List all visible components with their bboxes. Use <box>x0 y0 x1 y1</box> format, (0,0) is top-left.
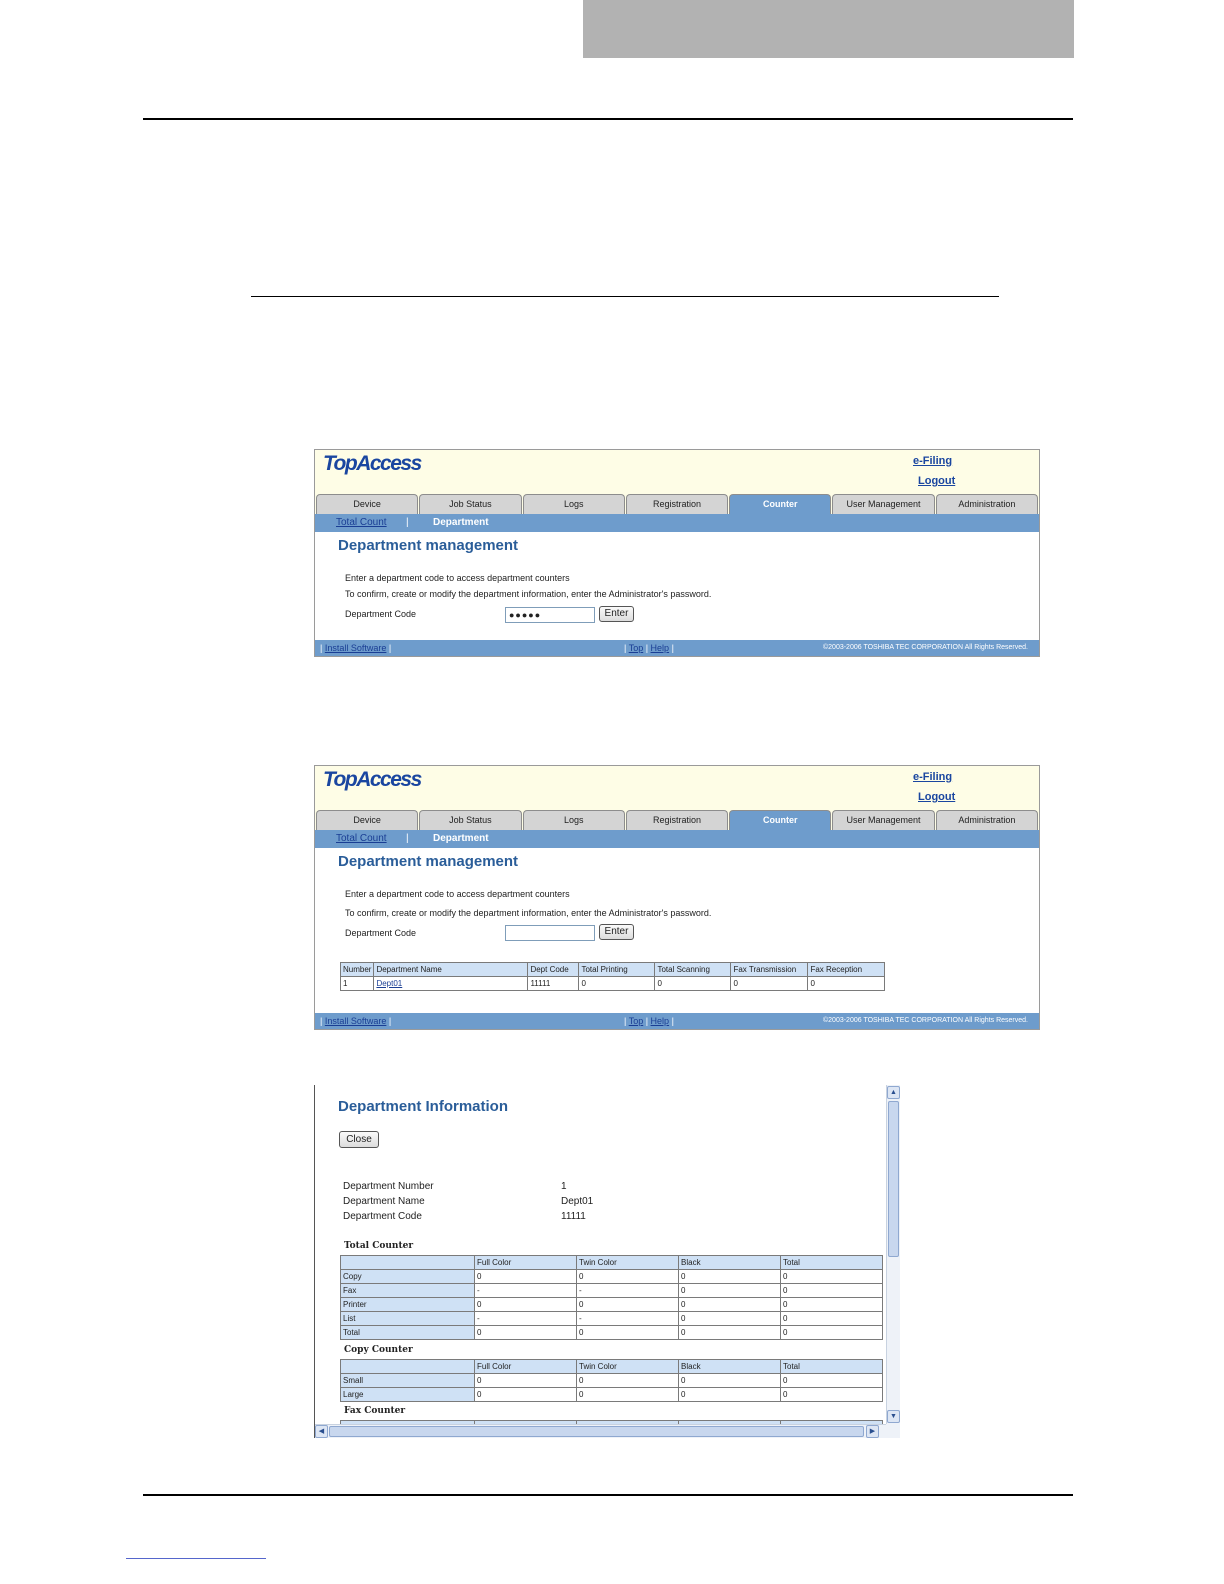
topaccess-footer <box>315 640 1039 656</box>
department-name-value: Dept01 <box>561 1196 594 1207</box>
logout-link[interactable]: Logout <box>918 791 956 803</box>
department-number-label: Department Number <box>343 1181 434 1192</box>
tab-logs[interactable]: Logs <box>523 494 625 514</box>
subnav-separator: | <box>406 517 409 528</box>
top-link[interactable]: Top <box>628 643 644 653</box>
footer-left: | Install Software | <box>320 643 392 653</box>
col-dept-code: Dept Code <box>528 963 579 977</box>
cell-full-color: 0 <box>475 1388 577 1402</box>
section-rule <box>251 296 999 297</box>
tab-logs[interactable]: Logs <box>523 810 625 830</box>
table-row <box>341 1312 883 1326</box>
cell-total: 0 <box>781 1388 883 1402</box>
cell-fax-transmission: 0 <box>731 977 808 991</box>
cell-twin-color: 0 <box>577 1270 679 1284</box>
tab-administration[interactable]: Administration <box>936 810 1038 830</box>
vertical-scroll-thumb[interactable] <box>888 1101 899 1257</box>
department-number-value: 1 <box>561 1181 567 1192</box>
department-code-label: Department Code <box>345 609 417 619</box>
footer-left: | Install Software | <box>320 1016 392 1026</box>
col-fax-reception: Fax Reception <box>808 963 885 977</box>
footer-center: | Top | Help | <box>624 643 674 653</box>
top-link[interactable]: Top <box>628 1016 644 1026</box>
department-list-table <box>340 962 885 991</box>
footer-center: | Top | Help | <box>624 1016 674 1026</box>
install-software-link[interactable]: Install Software <box>324 643 387 653</box>
cell-dept-code: 11111 <box>528 977 579 991</box>
efiling-link[interactable]: e-Filing <box>913 455 953 467</box>
cell-black: 0 <box>679 1374 781 1388</box>
enter-button[interactable]: Enter <box>599 924 634 940</box>
cell-full-color: - <box>475 1284 577 1298</box>
cell-full-color: 0 <box>475 1374 577 1388</box>
enter-button[interactable]: Enter <box>599 606 634 622</box>
copy-counter-title: Copy Counter <box>344 1345 413 1355</box>
col-number: Number <box>341 963 374 977</box>
header-full-color: Full Color <box>475 1360 577 1374</box>
topaccess-header <box>315 766 1039 810</box>
total-count-link[interactable]: Total Count <box>336 833 387 844</box>
tab-device[interactable]: Device <box>316 810 418 830</box>
department-current: Department <box>433 517 489 528</box>
cell-total: 0 <box>781 1326 883 1340</box>
tab-counter[interactable]: Counter <box>729 494 831 514</box>
header-black: Black <box>679 1360 781 1374</box>
department-information-title: Department Information <box>338 1098 509 1115</box>
department-information-window <box>314 1085 900 1438</box>
sub-navigation <box>315 514 1039 532</box>
footer-rule <box>143 1494 1073 1496</box>
cell-total: 0 <box>781 1270 883 1284</box>
cell-fax-reception: 0 <box>808 977 885 991</box>
tab-administration[interactable]: Administration <box>936 494 1038 514</box>
scrollbar-corner <box>886 1424 900 1438</box>
instruction-text-2: To confirm, create or modify the department information, enter the Administrator's password. <box>345 908 712 918</box>
header-black: Black <box>679 1256 781 1270</box>
table-row <box>341 977 885 991</box>
row-label: Small <box>341 1374 475 1388</box>
help-link[interactable]: Help <box>650 643 670 653</box>
header-twin-color: Twin Color <box>577 1256 679 1270</box>
cell-department-name <box>374 977 528 991</box>
table-row <box>341 1270 883 1284</box>
cell-total-printing: 0 <box>579 977 655 991</box>
scroll-down-icon[interactable]: ▼ <box>887 1410 900 1423</box>
header-full-color: Full Color <box>475 1256 577 1270</box>
subnav-separator: | <box>406 833 409 844</box>
total-count-link[interactable]: Total Count <box>336 517 387 528</box>
footer-link-underline <box>126 1558 266 1559</box>
scroll-up-icon[interactable]: ▲ <box>887 1086 900 1099</box>
table-row <box>341 1298 883 1312</box>
department-name-link[interactable]: Dept01 <box>376 979 403 988</box>
tab-job-status[interactable]: Job Status <box>419 810 521 830</box>
header-rule <box>143 118 1073 120</box>
col-department-name: Department Name <box>374 963 528 977</box>
table-row <box>341 1388 883 1402</box>
table-row <box>341 1284 883 1298</box>
header-twin-color: Twin Color <box>577 1360 679 1374</box>
cell-full-color: 0 <box>475 1326 577 1340</box>
tab-counter[interactable]: Counter <box>729 810 831 830</box>
instruction-text-1: Enter a department code to access department counters <box>345 573 570 583</box>
cell-full-color: - <box>475 1312 577 1326</box>
cell-twin-color: 0 <box>577 1374 679 1388</box>
sub-navigation <box>315 830 1039 848</box>
table-row <box>341 1326 883 1340</box>
department-code-value: 11111 <box>561 1211 586 1222</box>
header-total: Total <box>781 1360 883 1374</box>
header-blank <box>341 1256 475 1270</box>
department-code-input[interactable]: ●●●●● <box>505 607 595 623</box>
horizontal-scrollbar[interactable] <box>315 1424 887 1438</box>
copyright-text: ©2003-2006 TOSHIBA TEC CORPORATION All Rights Reserved. <box>823 644 1028 651</box>
cell-total: 0 <box>781 1312 883 1326</box>
cell-black: 0 <box>679 1284 781 1298</box>
col-total-printing: Total Printing <box>579 963 655 977</box>
cell-twin-color: - <box>577 1284 679 1298</box>
table-header-row <box>341 1360 883 1374</box>
department-code-label: Department Code <box>343 1211 422 1222</box>
cell-total: 0 <box>781 1284 883 1298</box>
cell-number: 1 <box>341 977 374 991</box>
cell-twin-color: - <box>577 1312 679 1326</box>
topaccess-screenshot-department-list <box>314 765 1040 1030</box>
cell-black: 0 <box>679 1270 781 1284</box>
table-row <box>341 1374 883 1388</box>
department-code-input[interactable] <box>505 925 595 941</box>
main-tabs <box>315 810 1039 830</box>
close-button[interactable]: Close <box>339 1131 379 1148</box>
row-label: Copy <box>341 1270 475 1284</box>
topaccess-header <box>315 450 1039 494</box>
row-label: Large <box>341 1388 475 1402</box>
tab-registration[interactable]: Registration <box>626 494 728 514</box>
table-header-row <box>341 963 885 977</box>
tab-device[interactable]: Device <box>316 494 418 514</box>
cell-total: 0 <box>781 1374 883 1388</box>
cell-total: 0 <box>781 1298 883 1312</box>
instruction-text-1: Enter a department code to access department counters <box>345 889 570 899</box>
scroll-right-icon[interactable]: ▶ <box>866 1425 879 1438</box>
header-blank <box>341 1360 475 1374</box>
topaccess-footer <box>315 1013 1039 1029</box>
row-label: List <box>341 1312 475 1326</box>
install-software-link[interactable]: Install Software <box>324 1016 387 1026</box>
row-label: Printer <box>341 1298 475 1312</box>
page-title: Department management <box>338 537 519 554</box>
topaccess-logo: TopAccess <box>323 452 421 475</box>
instruction-text-2: To confirm, create or modify the department information, enter the Administrator's password. <box>345 589 712 599</box>
copy-counter-table <box>340 1359 883 1402</box>
cell-twin-color: 0 <box>577 1388 679 1402</box>
col-fax-transmission: Fax Transmission <box>731 963 808 977</box>
cell-total-scanning: 0 <box>655 977 731 991</box>
row-label: Fax <box>341 1284 475 1298</box>
horizontal-scroll-thumb[interactable] <box>329 1426 864 1437</box>
total-counter-table <box>340 1255 883 1340</box>
tab-user-management[interactable]: User Management <box>832 494 934 514</box>
topaccess-screenshot-login <box>314 449 1040 657</box>
header-total: Total <box>781 1256 883 1270</box>
tab-user-management[interactable]: User Management <box>832 810 934 830</box>
col-total-scanning: Total Scanning <box>655 963 731 977</box>
department-name-label: Department Name <box>343 1196 425 1207</box>
cell-black: 0 <box>679 1388 781 1402</box>
tab-job-status[interactable]: Job Status <box>419 494 521 514</box>
fax-counter-title: Fax Counter <box>344 1406 406 1416</box>
help-link[interactable]: Help <box>650 1016 670 1026</box>
cell-twin-color: 0 <box>577 1298 679 1312</box>
cell-full-color: 0 <box>475 1298 577 1312</box>
logout-link[interactable]: Logout <box>918 475 956 487</box>
header-gray-block <box>583 0 1074 58</box>
row-label: Total <box>341 1326 475 1340</box>
total-counter-title: Total Counter <box>344 1241 414 1251</box>
page-title: Department management <box>338 853 519 870</box>
topaccess-logo: TopAccess <box>323 768 421 791</box>
cell-full-color: 0 <box>475 1270 577 1284</box>
department-current: Department <box>433 833 489 844</box>
tab-registration[interactable]: Registration <box>626 810 728 830</box>
vertical-scrollbar[interactable] <box>886 1085 900 1424</box>
copyright-text: ©2003-2006 TOSHIBA TEC CORPORATION All Rights Reserved. <box>823 1017 1028 1024</box>
table-header-row <box>341 1256 883 1270</box>
cell-black: 0 <box>679 1298 781 1312</box>
efiling-link[interactable]: e-Filing <box>913 771 953 783</box>
cell-twin-color: 0 <box>577 1326 679 1340</box>
cell-black: 0 <box>679 1312 781 1326</box>
cell-black: 0 <box>679 1326 781 1340</box>
department-code-label: Department Code <box>345 928 417 938</box>
main-tabs <box>315 494 1039 514</box>
scroll-left-icon[interactable]: ◀ <box>315 1425 328 1438</box>
